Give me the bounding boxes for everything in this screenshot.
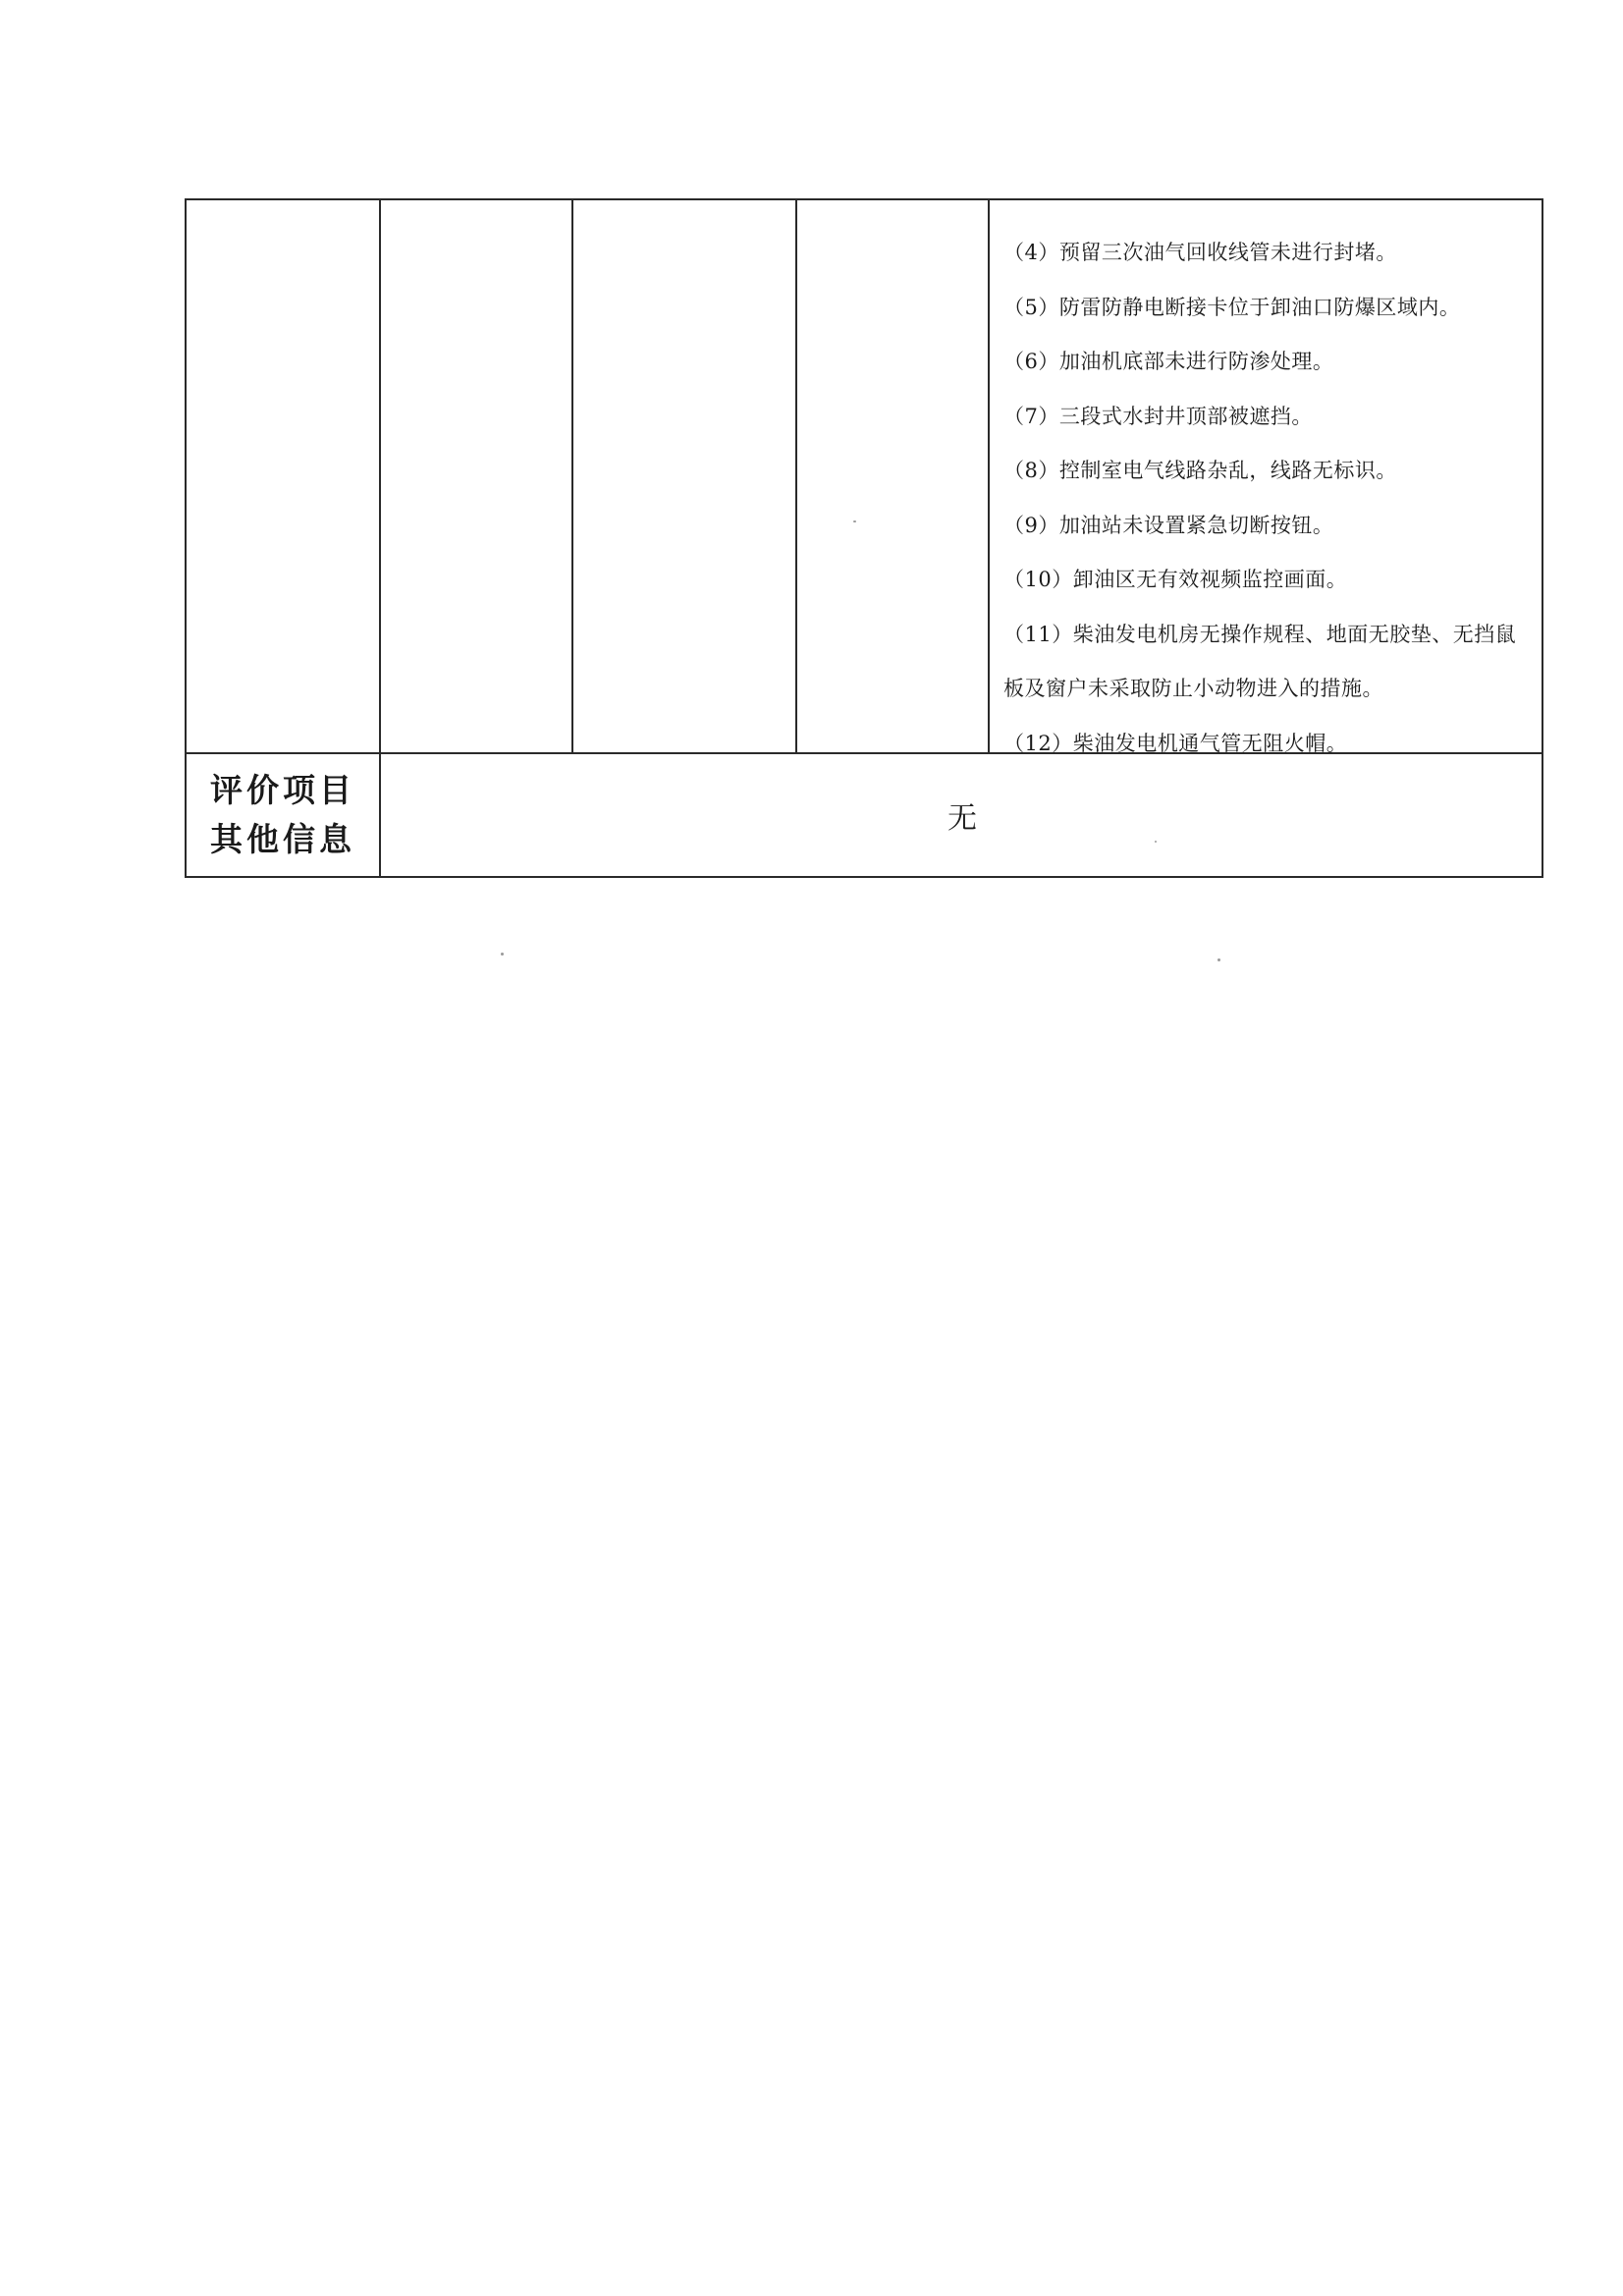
issue-list bbox=[1003, 226, 1534, 771]
column-divider bbox=[988, 200, 990, 752]
empty-cell bbox=[187, 200, 379, 752]
other-info-label bbox=[187, 752, 379, 878]
scan-speck bbox=[1217, 958, 1220, 961]
issue-item: （4）预留三次油气回收线管未进行封堵。 bbox=[1003, 241, 1397, 264]
other-info-label-line1: 评价项目 bbox=[210, 771, 355, 809]
issue-item: （11）柴油发电机房无操作规程、地面无胶垫、无挡鼠板及窗户未采取防止小动物进入的措施。 bbox=[1003, 622, 1517, 700]
evaluation-table bbox=[185, 198, 1543, 878]
empty-cell bbox=[381, 200, 571, 752]
issue-item: （12）柴油发电机通气管无阻火帽。 bbox=[1003, 731, 1348, 755]
empty-cell bbox=[797, 200, 988, 752]
issue-item: （9）加油站未设置紧急切断按钮。 bbox=[1003, 513, 1334, 537]
issue-item: （5）防雷防静电断接卡位于卸油口防爆区域内。 bbox=[1003, 295, 1461, 319]
other-info-value: 无 bbox=[947, 801, 977, 836]
scan-speck bbox=[501, 953, 504, 956]
issue-item: （6）加油机底部未进行防渗处理。 bbox=[1003, 350, 1334, 373]
scan-speck bbox=[1155, 841, 1157, 843]
issue-item: （10）卸油区无有效视频监控画面。 bbox=[1003, 568, 1348, 591]
other-info-label-line2: 其他信息 bbox=[210, 820, 355, 858]
empty-cell bbox=[573, 200, 795, 752]
issue-item: （8）控制室电气线路杂乱，线路无标识。 bbox=[1003, 459, 1397, 482]
issue-item: （7）三段式水封井顶部被遮挡。 bbox=[1003, 404, 1313, 428]
